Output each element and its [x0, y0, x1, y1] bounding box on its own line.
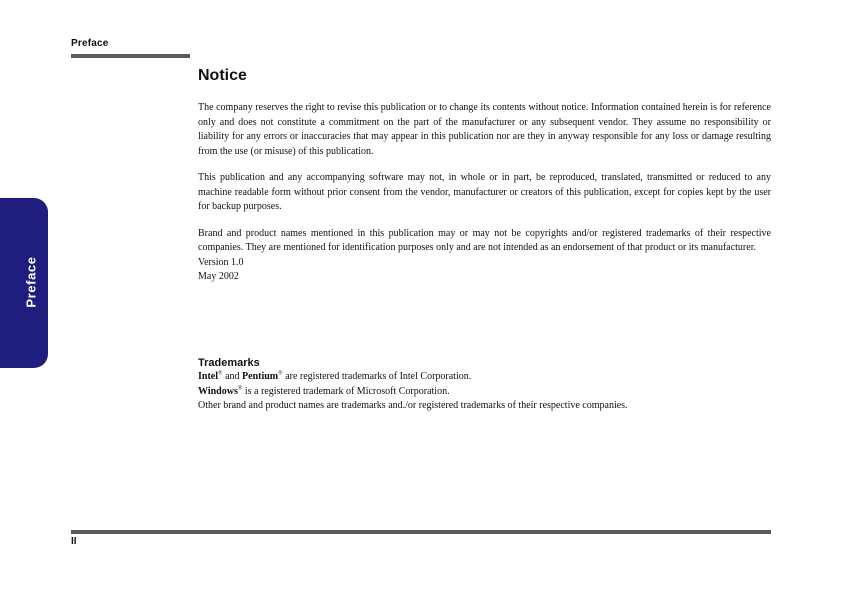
notice-paragraph-3: Brand and product names mentioned in this publication may or may not be copyrights and/or registered trademarks of their respective companies. They are mentioned for identification purposes only and are not intended as an endorsement of that product or its manufacturer. [198, 227, 771, 253]
brand-windows: Windows [198, 385, 238, 397]
brand-pentium: Pentium [242, 371, 279, 382]
notice-paragraph-1: The company reserves the right to revise this publication or to change its contents without notice. Information contained herein is for reference only and does not constitute a commitment on the part of the manufacturer or any subsequent vendor. They assume no responsibility or liability for any errors or inaccuracies that may appear in this publication nor are they in anyway responsible for any loss or damage resulting from the use (or misuse) of this publication. [198, 102, 771, 157]
trademark-text: are registered trademarks of Intel Corporation. [282, 371, 472, 382]
notice-paragraph-2: This publication and any accompanying software may not, in whole or in part, be reproduced, translated, transmitted or reduced to any machine readable form without prior consent from the vendor, manufacturer or creators of this publication, except for copies kept by the user for backup purposes. [198, 172, 771, 212]
trademark-line-windows [198, 385, 771, 400]
registered-mark: ® [278, 370, 283, 377]
trademarks-section [198, 356, 771, 414]
footer-rule [71, 530, 771, 534]
notice-section [198, 66, 771, 285]
header-rule [71, 54, 190, 58]
version-text: Version 1.0 [198, 256, 244, 268]
connector-text: and [222, 371, 243, 382]
notice-title: Notice [198, 67, 247, 84]
trademark-line-other: Other brand and product names are trademarks and./or registered trademarks of their respective companies. [198, 400, 628, 411]
trademark-text: is a registered trademark of Microsoft Corporation. [242, 385, 450, 397]
trademarks-title: Trademarks [198, 357, 260, 369]
brand-intel: Intel [198, 371, 218, 382]
page-number: II [71, 536, 77, 547]
trademark-line-intel [198, 370, 771, 385]
side-tab-label: Preface [23, 256, 39, 308]
date-text: May 2002 [198, 271, 239, 282]
registered-mark: ® [237, 385, 243, 392]
running-header: Preface [71, 38, 109, 49]
registered-mark: ® [218, 370, 223, 377]
